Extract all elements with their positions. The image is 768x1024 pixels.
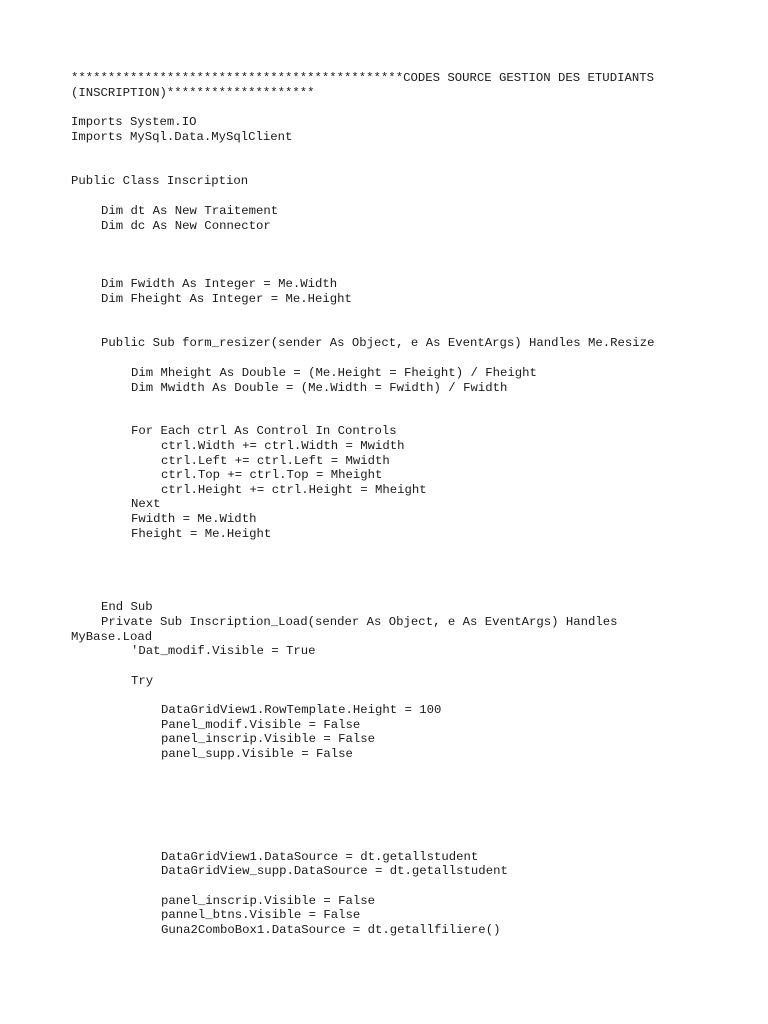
code-line: Private Sub Inscription_Load(sender As Object, e As EventArgs) Handles xyxy=(101,615,618,629)
code-line: DataGridView1.DataSource = dt.getallstudent xyxy=(161,850,479,864)
code-line: For Each ctrl As Control In Controls xyxy=(131,424,397,438)
code-line: Dim dt As New Traitement xyxy=(101,204,279,218)
code-line: Fheight = Me.Height xyxy=(131,527,272,541)
code-line: panel_supp.Visible = False xyxy=(161,747,353,761)
header-line-1: *********************************************CODES SOURCE GESTION DES ETUDIANTS xyxy=(71,71,654,85)
code-line: ctrl.Width += ctrl.Width = Mwidth xyxy=(161,439,405,453)
code-line: Fwidth = Me.Width xyxy=(131,512,257,526)
code-line: panel_inscrip.Visible = False xyxy=(161,732,376,746)
code-line: 'Dat_modif.Visible = True xyxy=(131,644,316,658)
code-line: Dim Mwidth As Double = (Me.Width = Fwidth) / Fwidth xyxy=(131,381,508,395)
code-line: Panel_modif.Visible = False xyxy=(161,718,361,732)
code-line: Public Sub form_resizer(sender As Object, e As EventArgs) Handles Me.Resize xyxy=(101,336,655,350)
code-line: DataGridView_supp.DataSource = dt.getallstudent xyxy=(161,864,508,878)
code-line: Guna2ComboBox1.DataSource = dt.getallfiliere() xyxy=(161,923,501,937)
code-line: Imports System.IO xyxy=(71,115,197,129)
code-line: Try xyxy=(131,674,154,688)
code-line: panel_inscrip.Visible = False xyxy=(161,894,376,908)
code-line: Dim dc As New Connector xyxy=(101,219,271,233)
code-line: Dim Fheight As Integer = Me.Height xyxy=(101,292,352,306)
code-line: DataGridView1.RowTemplate.Height = 100 xyxy=(161,703,442,717)
header-line-2: (INSCRIPTION)******************** xyxy=(71,86,315,100)
code-line: Dim Fwidth As Integer = Me.Width xyxy=(101,277,338,291)
code-line: ctrl.Height += ctrl.Height = Mheight xyxy=(161,483,427,497)
code-line: ctrl.Left += ctrl.Left = Mwidth xyxy=(161,454,390,468)
code-line: Next xyxy=(131,497,161,511)
code-line: End Sub xyxy=(101,600,153,614)
code-line: pannel_btns.Visible = False xyxy=(161,908,361,922)
code-line: Public Class Inscription xyxy=(71,174,249,188)
code-line: ctrl.Top += ctrl.Top = Mheight xyxy=(161,468,383,482)
code-line: Dim Mheight As Double = (Me.Height = Fheight) / Fheight xyxy=(131,366,537,380)
code-line: MyBase.Load xyxy=(71,630,153,644)
code-line: Imports MySql.Data.MySqlClient xyxy=(71,130,293,144)
